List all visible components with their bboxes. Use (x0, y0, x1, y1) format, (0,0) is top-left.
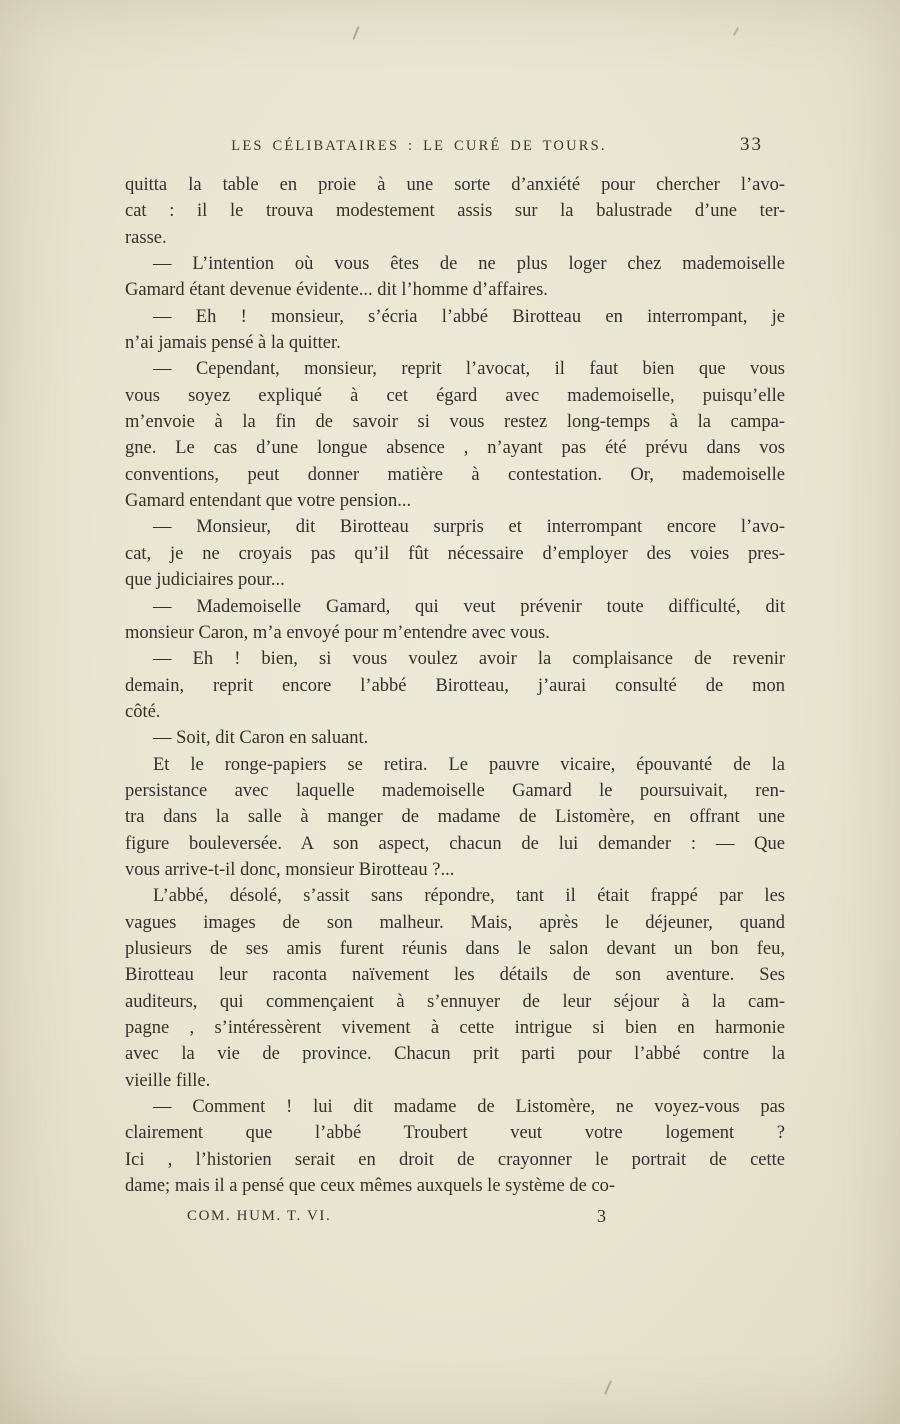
paragraph (125, 883, 785, 1094)
paragraph (125, 304, 785, 357)
text-line: cat : il le trouva modestement assis sur la balustrade d’une ter- (125, 201, 785, 222)
text-line: côté. (125, 701, 161, 722)
text-line: vieille fille. (125, 1070, 211, 1091)
text-line: persistance avec laquelle mademoiselle Gamard le poursuivait, ren- (125, 780, 785, 801)
text-line: vagues images de son malheur. Mais, après le déjeuner, quand (125, 912, 785, 933)
text-line: — Comment ! lui dit madame de Listomère, ne voyez-vous pas (153, 1097, 785, 1118)
text-line: — Eh ! monsieur, s’écria l’abbé Birotteau en interrompant, je (153, 306, 785, 327)
running-title: LES CÉLIBATAIRES : LE CURÉ DE TOURS. (231, 138, 607, 154)
page-footer (125, 1206, 785, 1234)
text-line: gne. Le cas d’une longue absence , n’ayant pas été prévu dans vos (125, 438, 785, 459)
text-line: monsieur Caron, m’a envoyé pour m’entendre avec vous. (125, 622, 550, 643)
text-line: tra dans la salle à manger de madame de Listomère, en offrant une (125, 807, 785, 828)
text-line: — Monsieur, dit Birotteau surpris et interrompant encore l’avo- (153, 517, 785, 538)
text-line: Ici , l’historien serait en droit de crayonner le portrait de cette (125, 1149, 785, 1170)
text-line: L’abbé, désolé, s’assit sans répondre, tant il était frappé par les (153, 886, 785, 907)
text-line: figure bouleversée. A son aspect, chacun de lui demander : — Que (125, 833, 785, 854)
text-line: — Cependant, monsieur, reprit l’avocat, il faut bien que vous (153, 359, 785, 380)
paragraph (125, 646, 785, 725)
scan-artifact-mark (352, 26, 359, 40)
text-line: — Soit, dit Caron en saluant. (153, 728, 369, 749)
text-line: vous soyez expliqué à cet égard avec mademoiselle, puisqu’elle (125, 385, 785, 406)
text-line: vous arrive-t-il donc, monsieur Birotteau ?... (125, 859, 455, 880)
text-line: Gamard entendant que votre pension... (125, 491, 412, 512)
text-line: dame; mais il a pensé que ceux mêmes auxquels le système de co- (125, 1176, 616, 1197)
page-header (125, 136, 785, 158)
paragraph (125, 172, 785, 251)
scan-artifact-mark (604, 1380, 612, 1395)
text-line: avec la vie de province. Chacun prit parti pour l’abbé contre la (125, 1044, 785, 1065)
paragraph (125, 251, 785, 304)
signature-mark: COM. HUM. T. VI. (187, 1208, 332, 1225)
text-line: Et le ronge-papiers se retira. Le pauvre vicaire, épouvanté de la (153, 754, 785, 775)
text-line: Gamard étant devenue évidente... dit l’homme d’affaires. (125, 280, 548, 301)
text-line: rasse. (125, 227, 167, 248)
paragraph (125, 1094, 785, 1199)
page-number: 33 (740, 134, 763, 155)
text-line: auditeurs, qui commençaient à s’ennuyer de leur séjour à la cam- (125, 991, 785, 1012)
text-line: plusieurs de ses amis furent réunis dans le salon devant un bon feu, (125, 938, 785, 959)
text-line: pagne , s’intéressèrent vivement à cette intrigue si bien en harmonie (125, 1018, 785, 1038)
paragraph (125, 725, 785, 751)
text-line: — Eh ! bien, si vous voulez avoir la complaisance de revenir (153, 649, 785, 670)
text-line: conventions, peut donner matière à contestation. Or, mademoiselle (125, 464, 785, 485)
text-line: quitta la table en proie à une sorte d’anxiété pour chercher l’avo- (125, 175, 785, 195)
text-line: demain, reprit encore l’abbé Birotteau, j’aurai consulté de mon (125, 675, 785, 696)
gathering-number: 3 (597, 1206, 606, 1227)
text-line: — L’intention où vous êtes de ne plus loger chez mademoiselle (153, 254, 785, 275)
page-body (125, 172, 785, 1199)
paragraph (125, 356, 785, 514)
page-content (125, 136, 785, 1234)
paragraph (125, 514, 785, 593)
text-line: m’envoie à la fin de savoir si vous restez long-temps à la campa- (125, 412, 785, 433)
text-line: — Mademoiselle Gamard, qui veut prévenir toute difficulté, dit (153, 596, 785, 617)
text-line: cat, je ne croyais pas qu’il fût nécessaire d’employer des voies pres- (125, 543, 785, 564)
text-line: que judiciaires pour... (125, 570, 285, 591)
paragraph (125, 594, 785, 647)
text-line: Birotteau leur raconta naïvement les détails de son aventure. Ses (125, 965, 785, 986)
scan-artifact-mark (733, 27, 739, 36)
paragraph (125, 752, 785, 884)
text-line: clairement que l’abbé Troubert veut votre logement ? (125, 1123, 785, 1144)
text-line: n’ai jamais pensé à la quitter. (125, 333, 341, 354)
